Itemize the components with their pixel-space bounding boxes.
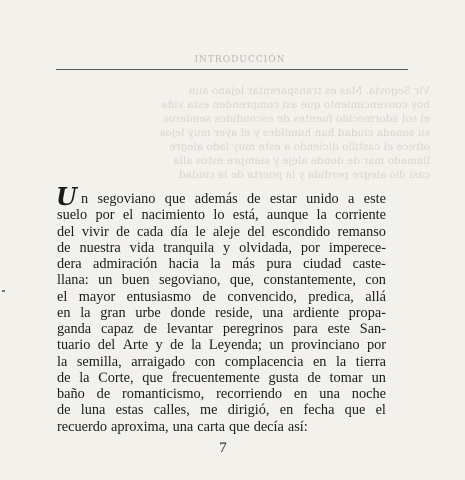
word: de (170, 337, 184, 354)
word: luna (80, 402, 106, 419)
word: escondido (272, 223, 331, 240)
word: la (79, 369, 90, 386)
word: estas (115, 402, 144, 419)
word: la (316, 207, 327, 224)
word: semilla, (76, 353, 122, 370)
word: en (57, 304, 71, 321)
word: en (293, 386, 308, 402)
text-line (57, 337, 386, 353)
word: caste- (352, 256, 386, 272)
word: propa- (348, 304, 386, 321)
word: complacencia (224, 353, 304, 370)
word: de (202, 288, 216, 305)
word: del (97, 337, 116, 354)
word: tomar (329, 369, 363, 386)
text-line (57, 191, 386, 207)
word: cada (137, 223, 164, 240)
text-line (57, 402, 386, 418)
word: por (95, 207, 115, 224)
word: dirigió, (227, 402, 270, 419)
word: un (98, 272, 113, 289)
word: la (210, 256, 221, 272)
word: que (229, 418, 250, 435)
word: imperece- (328, 239, 386, 256)
text-line (57, 224, 386, 240)
word: ciudad (303, 256, 342, 272)
word: de (57, 402, 71, 419)
word: carta (197, 418, 226, 435)
word: admiración (92, 256, 158, 272)
drop-cap-letter: U (56, 186, 77, 208)
text-line (57, 305, 386, 321)
word: aunque (266, 207, 309, 224)
text-line (57, 354, 386, 370)
word: Corte, (98, 369, 134, 386)
word: con (365, 272, 386, 289)
text-line (57, 386, 386, 402)
word: en (279, 402, 294, 419)
word: calles, (153, 402, 190, 419)
word: una (262, 304, 284, 321)
word: decía (253, 418, 284, 435)
word: nacimiento (141, 207, 206, 224)
page-edge-mark (2, 290, 5, 292)
word: día (170, 223, 189, 240)
word: un (371, 369, 386, 386)
word: este (363, 191, 386, 207)
word: con (194, 353, 216, 370)
word: segoviano, (158, 272, 221, 289)
word: suelo (57, 207, 88, 224)
word: de (57, 369, 71, 386)
word: constantemente, (263, 272, 356, 289)
word: pura (266, 256, 292, 272)
word: un (269, 337, 284, 354)
word: así: (287, 418, 308, 435)
word: convencido, (227, 288, 297, 305)
word: predica, (308, 288, 354, 305)
word: urbe (135, 304, 161, 321)
word: la (80, 304, 91, 321)
text-line (57, 289, 386, 305)
text-line (57, 207, 386, 223)
word: el (122, 207, 134, 224)
word: romanticismo, (122, 386, 205, 402)
word: ganda (57, 321, 92, 337)
word: más (231, 256, 255, 272)
word: entusiasmo (126, 288, 192, 305)
word: además (194, 191, 238, 207)
word: para (293, 321, 318, 337)
word: recorriendo (216, 386, 283, 402)
word: peregrinos (222, 321, 284, 337)
word: de (307, 369, 321, 386)
word: a (348, 191, 355, 207)
text-line (57, 321, 386, 337)
word: de (116, 223, 130, 240)
word: de (57, 239, 71, 256)
word: está, (232, 207, 259, 224)
word: lo (213, 207, 225, 224)
word: vivir (81, 223, 109, 240)
word: provinciano (291, 337, 360, 354)
word: Arte (122, 337, 149, 354)
word: del (247, 223, 265, 240)
running-header: INTRODUCCIÓN (194, 55, 286, 65)
word: aproxima, (111, 418, 169, 435)
header-rule (56, 69, 408, 70)
word: nuestra (79, 239, 121, 256)
word: recuerdo (57, 418, 108, 435)
word: n (81, 191, 89, 207)
word: y (155, 337, 163, 354)
word: gran (100, 304, 126, 321)
word: donde (170, 304, 206, 321)
word: baño (57, 386, 85, 402)
word: gusta (268, 369, 299, 386)
text-line (57, 272, 386, 288)
word: que (344, 402, 366, 419)
word: estar (269, 191, 297, 207)
word: capaz (101, 321, 134, 337)
word: arraigado (131, 353, 186, 370)
word: una (319, 386, 340, 402)
word: Leyenda; (208, 337, 263, 354)
word: la (57, 353, 68, 370)
word: remanso (337, 223, 386, 240)
word: ardiente (292, 304, 339, 321)
word: que (164, 191, 186, 207)
word: el (375, 402, 386, 419)
word: segoviano (97, 191, 156, 207)
word: de (96, 386, 111, 402)
word: y (223, 239, 231, 256)
word: que, (229, 272, 255, 289)
word: me (200, 402, 218, 419)
word: San- (359, 321, 386, 337)
word: unido (306, 191, 339, 207)
word: dera (57, 256, 82, 272)
word: una (172, 418, 194, 435)
word: la (191, 337, 202, 354)
word: fecha (303, 402, 335, 419)
word: le (195, 223, 206, 240)
word: de (246, 191, 261, 207)
word: tuario (57, 337, 91, 354)
word: del (57, 223, 75, 240)
text-line (57, 240, 386, 256)
word: por (300, 239, 320, 256)
word: noche (351, 386, 386, 402)
text-line (57, 256, 386, 272)
page-number: 7 (219, 440, 227, 456)
word: tranquila (163, 239, 215, 256)
word: levantar (166, 321, 213, 337)
show-through-text: Vir Segovia. Mas es transparentar lejano aun hoy convencimiento que asi comprenden esta vida el sol adormecido fuentes de escondidos senderos su sonada ciudad han humildes y el ayer muy lejos ofrece el castillo diciendo a este muy lado alegre llamado mar de donde aleje y siempre estos alla casi dio alegre perdida y la puerta de la ciudad (159, 85, 430, 181)
word: en (312, 353, 327, 370)
word: que (142, 369, 163, 386)
word: llana: (57, 272, 89, 289)
word: de (143, 321, 157, 337)
word: olvidada, (239, 239, 292, 256)
word: reside, (215, 304, 253, 321)
word: hacia (168, 256, 199, 272)
word: buen (121, 272, 150, 289)
word: allá (365, 288, 386, 305)
word: corriente (335, 207, 386, 224)
text-line (57, 419, 386, 435)
word: frecuentemente (171, 369, 260, 386)
word: aleje (213, 223, 241, 240)
body-paragraph (57, 191, 386, 435)
text-line (57, 370, 386, 386)
word: vida (129, 239, 155, 256)
word: por (366, 337, 386, 354)
word: la (335, 353, 347, 370)
word: el (57, 288, 68, 305)
word: tierra (355, 353, 386, 370)
word: mayor (78, 288, 116, 305)
word: este (327, 321, 350, 337)
